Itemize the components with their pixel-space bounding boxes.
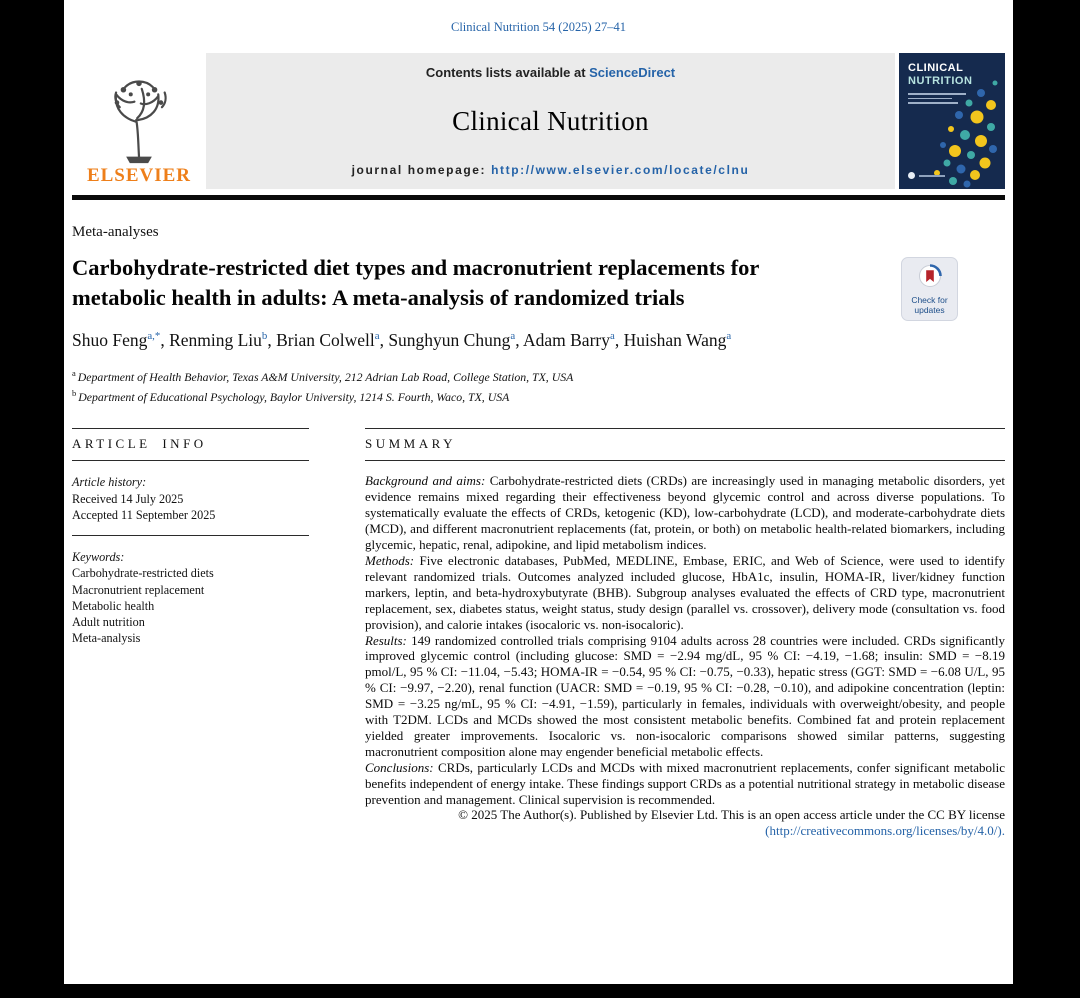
- elsevier-logo: [72, 53, 206, 189]
- journal-citation: Clinical Nutrition 54 (2025) 27–41: [451, 20, 626, 34]
- copyright-line: © 2025 The Author(s). Published by Elsevier Ltd. This is an open access article under the CC BY license (http://creativecommons.org/licenses/by/4.0/).: [458, 807, 1005, 839]
- info-summary-section: [72, 428, 1005, 839]
- author: Shuo Feng$^{a,*}$,: [72, 330, 170, 351]
- keyword: Adult nutrition: [72, 614, 145, 629]
- elsevier-wordmark: ELSEVIER: [86, 165, 192, 186]
- keywords-block: [72, 549, 309, 646]
- author-affiliation-mark: a: [609, 330, 615, 343]
- article-history: [72, 474, 309, 523]
- summary-column: [365, 428, 1005, 839]
- cover-title-line2: NUTRITION: [908, 74, 973, 87]
- journal-page: [64, 0, 1013, 984]
- cover-society-icon: [908, 172, 915, 179]
- author: Sunghyun Chung$^a$,: [388, 330, 523, 351]
- banner-center: [206, 53, 895, 189]
- author-affiliation-mark: a: [374, 330, 380, 343]
- abstract-paragraph: Background and aims: Carbohydrate-restricted diets (CRDs) are increasingly used in managing metabolic disorders, yet evidence remains mixed regarding their effectiveness beyond glycemic control and across diverse populations. To systematically evaluate the effects of CRDs, ketogenic (KD), low-carbohydrate (LCD), and moderate-carbohydrate diets (MCD), and different macronutrient replacements (fat, protein, or both) on metabolic health-related biomarkers, including glycemic, hepatic, renal, adipokine, and lipid metabolism indices.: [365, 473, 1005, 553]
- author: Brian Colwell$^a$,: [276, 330, 389, 351]
- title-row: [72, 253, 1005, 316]
- article-info-column: [72, 428, 309, 646]
- check-for-updates-label: Check for updates: [911, 295, 948, 316]
- crossmark-icon: [918, 264, 942, 288]
- keyword: Metabolic health: [72, 598, 155, 613]
- contents-line: [216, 65, 885, 80]
- homepage-url-link[interactable]: http://www.elsevier.com/locate/clnu: [491, 163, 750, 177]
- journal-title: Clinical Nutrition: [452, 106, 649, 136]
- author-affiliation-mark: b: [261, 330, 268, 343]
- paragraph-label: Conclusions:: [365, 759, 434, 775]
- affiliation-list: [72, 367, 1005, 406]
- homepage-label: journal homepage:: [351, 163, 492, 177]
- elsevier-tree-icon: [93, 76, 185, 164]
- article-category: Meta-analyses: [72, 224, 159, 240]
- journal-cover: [899, 53, 1005, 189]
- author: Renming Liu$^b$,: [169, 330, 277, 351]
- author: Adam Barry$^a$,: [522, 330, 624, 351]
- abstract-paragraph: Methods: Five electronic databases, PubMed, MEDLINE, Embase, ERIC, and Web of Science, were used to identify relevant randomized trials. Outcomes analyzed included glucose, HbA1c, insulin, HOMA-IR, liver/kidney function markers, leptin, and beta-hydroxybutyrate (BHB). Subgroup analyses evaluated the effects of CRD type, macronutrient replacement, sex, diabetes status, weight status, study design (parallel vs. crossover), delivery mode (consultation vs. food provision), and calorie intakes (isocaloric vs. non-isocaloric).: [365, 552, 1005, 632]
- author-affiliation-mark: a,*: [147, 330, 161, 343]
- homepage-line: [216, 163, 885, 177]
- keyword: Carbohydrate-restricted diets: [72, 566, 214, 581]
- masthead-banner: [72, 53, 1005, 189]
- contents-prefix: Contents lists available at: [425, 65, 590, 80]
- check-for-updates-badge[interactable]: [901, 257, 958, 321]
- cc-license-link[interactable]: (http://creativecommons.org/licenses/by/4.0/).: [765, 823, 1005, 839]
- keyword: Macronutrient replacement: [72, 582, 205, 597]
- summary-heading: SUMMARY: [365, 428, 1005, 461]
- history-item: Accepted 11 September 2025: [72, 507, 216, 522]
- article-title: Carbohydrate-restricted diet types and macronutrient replacements for metabolic health in adults: A meta-analysis of randomized trials: [72, 255, 759, 310]
- author-affiliation-mark: a: [726, 330, 732, 343]
- author-affiliation-mark: a: [510, 330, 516, 343]
- info-divider-rule: [72, 535, 309, 536]
- sciencedirect-link[interactable]: ScienceDirect: [589, 65, 676, 80]
- author: Huishan Wang$^a$: [623, 330, 732, 351]
- paragraph-label: Results:: [365, 632, 407, 648]
- cover-title-line1: CLINICAL: [908, 62, 964, 74]
- keywords-label: Keywords:: [72, 550, 125, 565]
- paragraph-label: Background and aims:: [365, 473, 486, 489]
- cover-title: [908, 62, 972, 88]
- article-history-label: Article history:: [72, 475, 147, 490]
- affiliation: $^b$ Department of Educational Psychology, Baylor University, 1214 S. Fourth, Waco, TX, USA: [72, 387, 510, 404]
- keyword: Meta-analysis: [72, 631, 141, 646]
- abstract-paragraph: Conclusions: CRDs, particularly LCDs and MCDs with mixed macronutrient replacements, confer significant metabolic benefits independent of energy intake. These findings support CRDs as a potential nutritional strategy in metabolic disease prevention and management. Clinical supervision is recommended.: [365, 759, 1005, 807]
- author-list: [72, 328, 772, 353]
- abstract-paragraph: Results: 149 randomized controlled trials comprising 9104 adults across 28 countries were included. CRDs significantly improved glycemic control (including glucose: SMD = −2.94 mg/dL, 95 % CI: −4.19, −1.68; insulin: SMD = −8.19 pmol/L, 95 % CI: −11.04, −5.43; HOMA-IR = −0.54, 95 % CI: −0.75, −0.33), hepatic stress (GGT: SMD = −6.08 U/L, 95 % CI: −9.97, −2.20), renal function (UACR: SMD = −0.19, 95 % CI: −0.28, −0.10), and adipokine concentration (leptin: SMD = −3.25 ng/mL, 95 % CI: −4.91, −1.59), particularly in females, individuals with overweight/obesity, and people with T2DM. LCDs and MCDs showed the most consistent metabolic benefits. Combined fat and protein replacement yielded greater improvements. Isocaloric vs. non-isocaloric comparisons showed similar patterns, suggesting macronutrient composition alone may engender beneficial metabolic effects.: [365, 632, 1005, 759]
- paragraph-label: Methods:: [365, 552, 415, 568]
- article-info-heading: ARTICLE INFO: [72, 428, 309, 461]
- abstract-text: [365, 473, 1005, 839]
- cover-subtext-lines: [908, 93, 966, 107]
- header-rule: [72, 195, 1005, 200]
- cover-society-mark: [908, 172, 945, 179]
- affiliation: $^a$ Department of Health Behavior, Texas A&M University, 212 Adrian Lab Road, College Station, TX, USA: [72, 368, 574, 385]
- history-item: Received 14 July 2025: [72, 491, 184, 506]
